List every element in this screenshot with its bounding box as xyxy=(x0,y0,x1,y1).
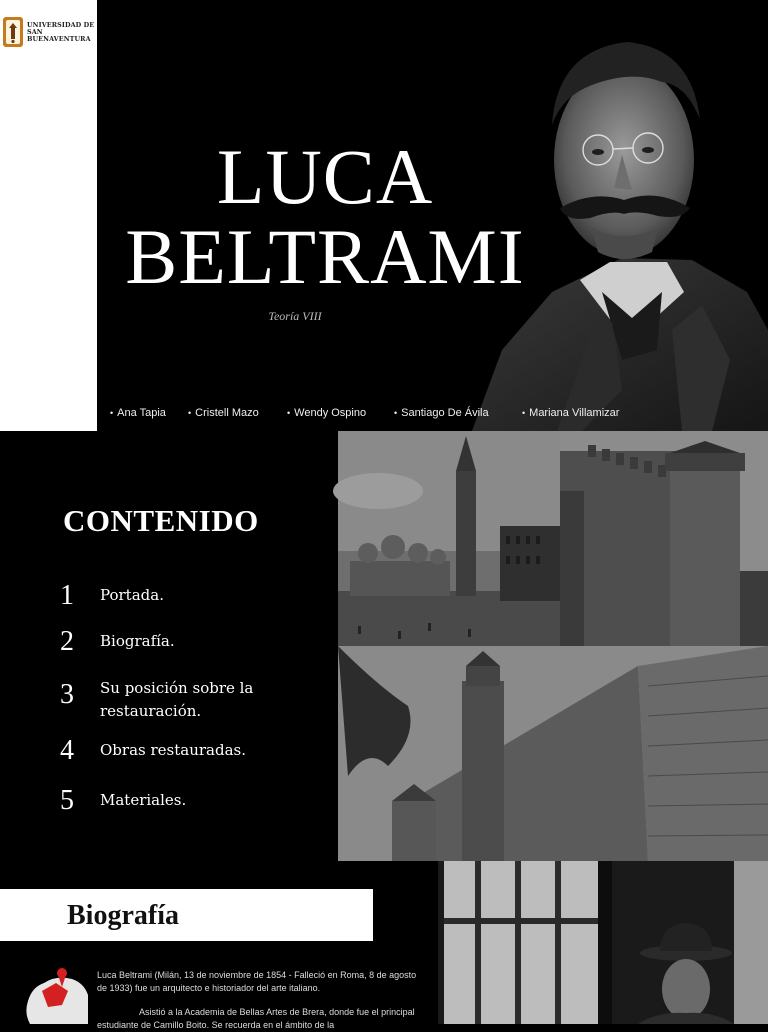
toc-item xyxy=(60,786,186,816)
cover-slide xyxy=(0,0,768,431)
cover-white-strip xyxy=(0,0,97,431)
university-logo xyxy=(2,14,96,50)
toc-label: Biografía. xyxy=(100,632,175,650)
cover-subtitle: Teoría VIII xyxy=(268,309,322,323)
italy-map-icon xyxy=(22,961,92,1024)
photo-castello-sforzesco xyxy=(338,646,768,861)
logo-text xyxy=(27,22,96,43)
toc-number: 4 xyxy=(60,735,74,766)
toc-label: Materiales. xyxy=(100,791,187,809)
photo-castle-tower xyxy=(560,431,768,646)
cover-title xyxy=(100,133,550,300)
author-name: • Cristell Mazo xyxy=(188,407,287,419)
logo-text-line-2: SAN BUENAVENTURA xyxy=(27,27,91,43)
toc-label: Su posición sobre la restauración. xyxy=(100,679,254,720)
toc-label: Portada. xyxy=(100,586,164,604)
biography-paragraph-1: Luca Beltrami (Milán, 13 de noviembre de 1854 - Falleció en Roma, 8 de agosto de 1933) fue un arquitecto e historiador del arte italiano. xyxy=(97,970,417,993)
toc-number: 1 xyxy=(60,580,74,611)
toc-item xyxy=(60,736,246,766)
photo-beltrami-window xyxy=(438,861,768,1024)
cover-title-line-2: BELTRAMI xyxy=(125,213,525,300)
toc-number: 2 xyxy=(60,626,74,657)
toc-number: 5 xyxy=(60,785,74,816)
cover-title-line-1: LUCA xyxy=(216,133,434,220)
author-name: • Santiago De Ávila xyxy=(394,407,522,419)
author-list xyxy=(110,407,760,419)
photo-piazza-san-marco xyxy=(338,431,560,646)
author-name: • Mariana Villamizar xyxy=(522,407,619,419)
toc-number: 3 xyxy=(60,679,74,710)
contents-heading: CONTENIDO xyxy=(63,503,259,538)
toc-item xyxy=(60,627,175,657)
toc-item xyxy=(60,674,300,723)
university-seal-icon xyxy=(2,15,24,49)
author-name: • Ana Tapia xyxy=(110,407,188,419)
biography-slide xyxy=(0,861,768,1030)
contents-slide xyxy=(0,431,768,861)
author-name: • Wendy Ospino xyxy=(287,407,394,419)
toc-label: Obras restauradas. xyxy=(100,741,246,759)
biography-heading: Biografía xyxy=(67,900,179,931)
logo-text-line-1: UNIVERSIDAD DE xyxy=(27,20,95,29)
toc-item xyxy=(60,581,164,611)
biography-paragraph-2: Asistió a la Academia de Bellas Artes de Brera, donde fue el principal estudiante de Camillo Boito. Se recuerda en el ámbito de la xyxy=(97,1007,415,1030)
biography-banner xyxy=(0,889,373,941)
